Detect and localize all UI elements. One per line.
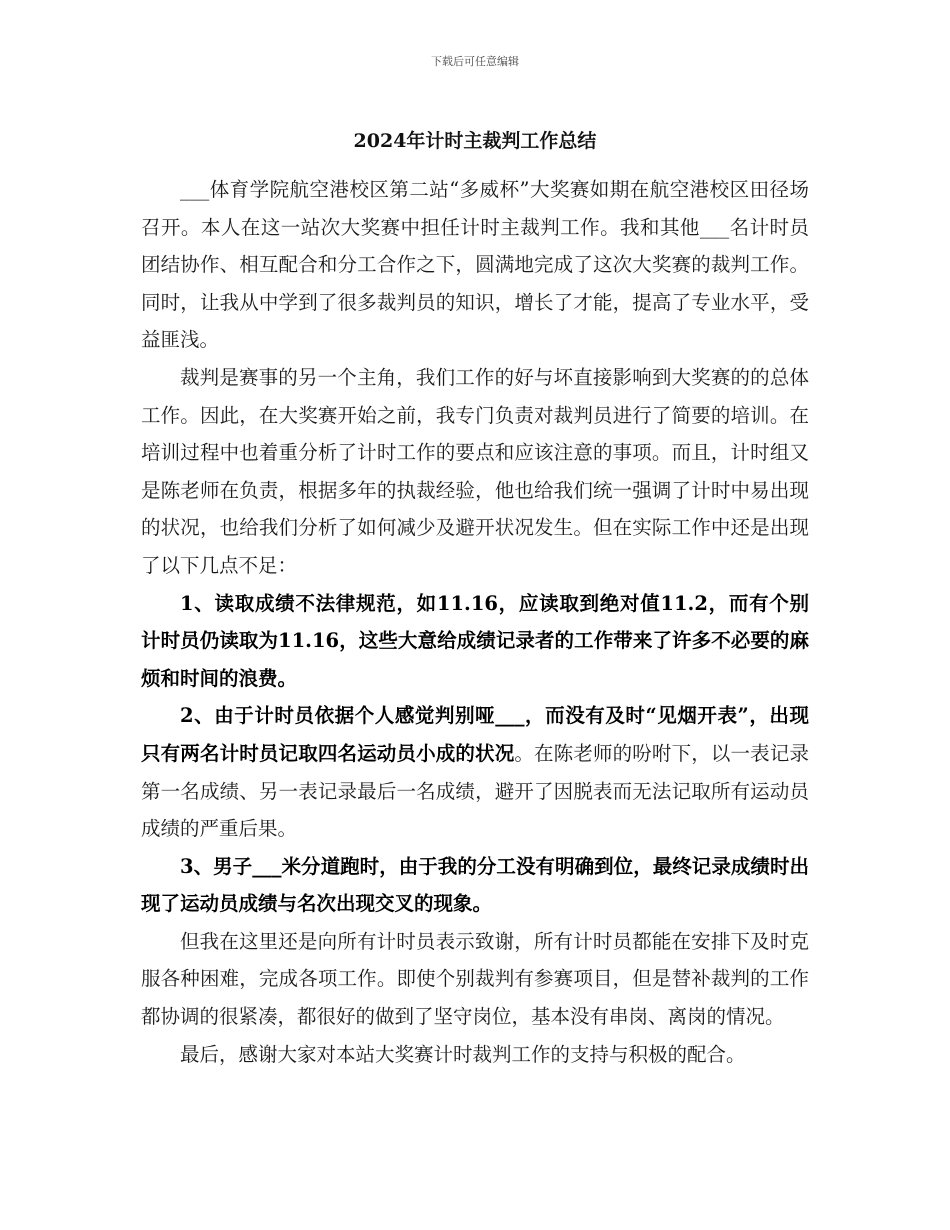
paragraph-issue-2-rest: 。在陈老师的吩咐下，以一表记录第一名成绩、另一表记录最后一名成绩，避开了因脱表而无法记取所有运动员成绩的严重后果。 (141, 741, 809, 841)
document-body (141, 171, 809, 1073)
paragraph-issue-2 (141, 697, 809, 847)
paragraph-issue-1: 1、读取成绩不法律规范，如11.16，应读取到绝对值11.2，而有个别计时员仍读取为11.16，这些大意给成绩记录者的工作带来了许多不必要的麻烦和时间的浪费。 (141, 591, 809, 690)
paragraph-issue-3: 3、男子___米分道跑时，由于我的分工没有明确到位，最终记录成绩时出现了运动员成绩与名次出现交叉的现象。 (141, 854, 809, 916)
header-note: 下载后可任意编辑 (431, 55, 519, 68)
paragraph-thanks: 但我在这里还是向所有计时员表示致谢，所有计时员都能在安排下及时克服各种困难，完成各项工作。即使个别裁判有参赛项目，但是替补裁判的工作都协调的很紧凑，都很好的做到了坚守岗位，基本没有串岗、离岗的情况。 (141, 929, 809, 1029)
paragraph-issue-2-bold: 2、由于计时员依据个人感觉判别哑___，而没有及时“见烟开表”，出现只有两名计时员记取四名运动员小成的状况 (141, 704, 809, 765)
paragraph-intro: ___体育学院航空港校区第二站“多威杯”大奖赛如期在航空港校区田径场召开。本人在这一站次大奖赛中担任计时主裁判工作。我和其他___名计时员团结协作、相互配合和分工合作之下，圆满地完成了这次大奖赛的裁判工作。同时，让我从中学到了很多裁判员的知识，增长了才能，提高了专业水平，受益匪浅。 (141, 178, 809, 352)
paragraph-training: 裁判是赛事的另一个主角，我们工作的好与坏直接影响到大奖赛的的总体工作。因此，在大奖赛开始之前，我专门负责对裁判员进行了简要的培训。在培训过程中也着重分析了计时工作的要点和应该注意的事项。而且，计时组又是陈老师在负责，根据多年的执裁经验，他也给我们统一强调了计时中易出现的状况，也给我们分析了如何减少及避开状况发生。但在实际工作中还是出现了以下几点不足： (141, 365, 809, 577)
document-title: 2024年计时主裁判工作总结 (353, 130, 597, 152)
paragraph-closing: 最后，感谢大家对本站大奖赛计时裁判工作的支持与积极的配合。 (180, 1042, 746, 1066)
